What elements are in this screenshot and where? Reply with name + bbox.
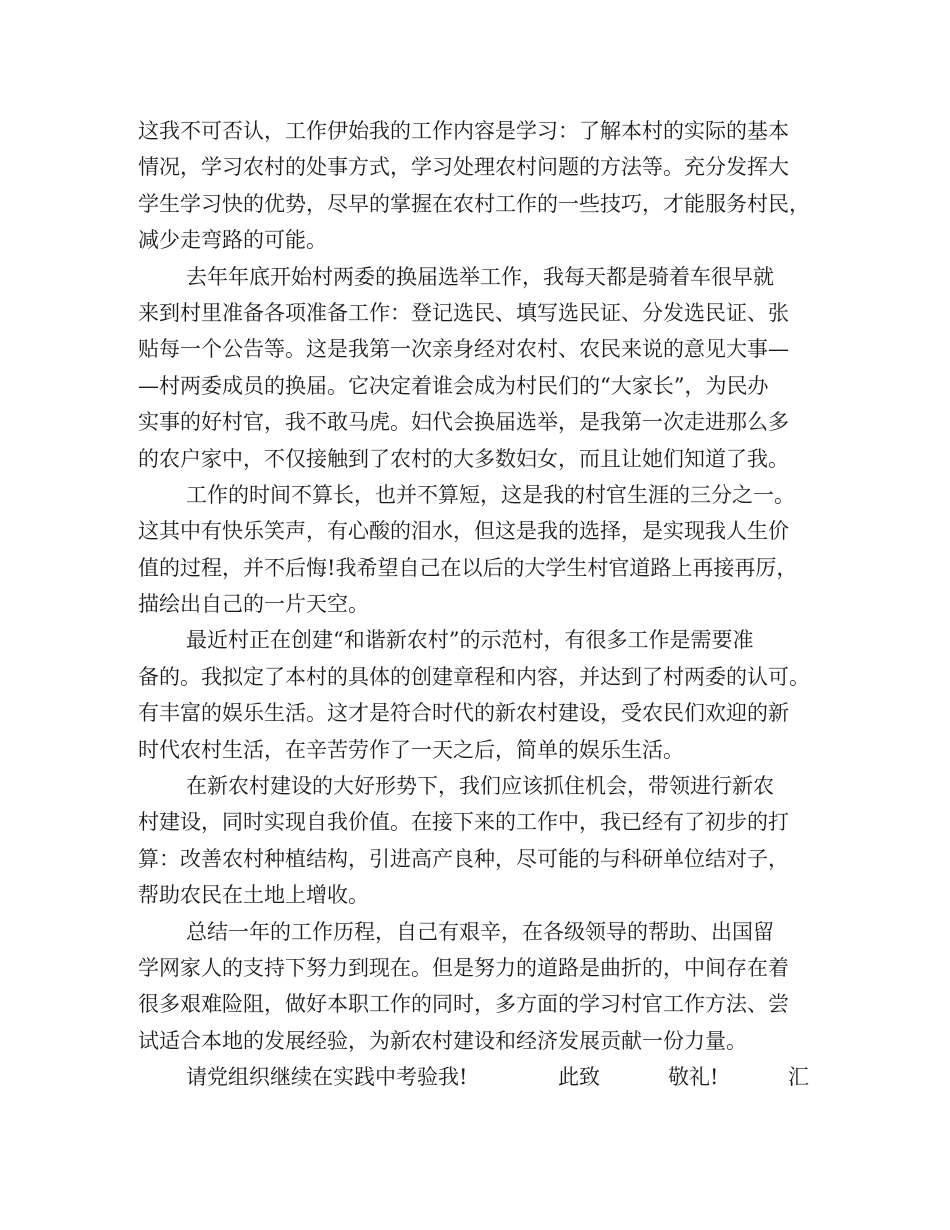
paragraph-3 (138, 477, 828, 623)
text-line: 学网家人的支持下努力到现在。但是努力的道路是曲折的，中间存在着 (138, 955, 789, 980)
text-line: 来到村里准备各项准备工作：登记选民、填写选民证、分发选民证、张 (138, 300, 789, 325)
text-line: 工作的时间不算长，也并不算短，这是我的村官生涯的三分之一。 (186, 482, 795, 507)
paragraph-6 (138, 914, 828, 1060)
document-body (138, 113, 828, 1096)
text-line: 帮助农民在土地上增收。 (138, 883, 369, 908)
closing-request: 请党组织继续在实践中考验我! (186, 1065, 468, 1090)
text-line: 备的。我拟定了本村的具体的创建章程和内容，并达到了村两委的认可。 (138, 664, 810, 689)
text-line: —村两委成员的换届。它决定着谁会成为村民们的“大家长”，为民办 (138, 373, 769, 398)
text-line: 描绘出自己的一片天空。 (138, 592, 369, 617)
text-line: 减少走弯路的可能。 (138, 228, 327, 253)
text-line: 学生学习快的优势，尽早的掌握在农村工作的一些技巧，才能服务村民， (138, 191, 810, 216)
text-line: 试适合本地的发展经验，为新农村建设和经济发展贡献一份力量。 (138, 1028, 747, 1053)
text-line: 最近村正在创建“和谐新农村”的示范村，有很多工作是需要准 (186, 628, 754, 653)
text-line: 贴每一个公告等。这是我第一次亲身经对农村、农民来说的意见大事— (138, 337, 789, 362)
closing-trailing-text: 汇 (788, 1065, 809, 1090)
text-line: 在新农村建设的大好形势下，我们应该抓住机会，带领进行新农 (186, 774, 774, 799)
paragraph-2 (138, 259, 828, 477)
text-line: 值的过程，并不后悔!我希望自己在以后的大学生村官道路上再接再厉， (138, 555, 798, 580)
text-line: 有丰富的娱乐生活。这才是符合时代的新农村建设，受农民们欢迎的新 (138, 701, 789, 726)
text-line: 的农户家中，不仅接触到了农村的大多数妇女，而且让她们知道了我。 (138, 446, 789, 471)
closing-regards: 敬礼! (668, 1065, 719, 1090)
closing-salutation: 此致 (558, 1065, 600, 1090)
text-line: 实事的好村官，我不敢马虎。妇代会换届选举，是我第一次走进那么多 (138, 410, 789, 435)
text-line: 算：改善农村种植结构，引进高产良种，尽可能的与科研单位结对子， (138, 846, 789, 871)
text-line: 这我不可否认，工作伊始我的工作内容是学习：了解本村的实际的基本 (138, 119, 789, 143)
text-line: 村建设，同时实现自我价值。在接下来的工作中，我已经有了初步的打 (138, 810, 789, 835)
text-line: 去年年底开始村两委的换届选举工作，我每天都是骑着车很早就 (186, 264, 774, 289)
text-line: 情况，学习农村的处事方式，学习处理农村问题的方法等。充分发挥大 (138, 155, 789, 180)
text-line: 时代农村生活，在辛苦劳作了一天之后，简单的娱乐生活。 (138, 737, 684, 762)
text-line: 总结一年的工作历程，自己有艰辛，在各级领导的帮助、出国留 (186, 919, 774, 944)
paragraph-5 (138, 768, 828, 914)
text-line: 很多艰难险阻，做好本职工作的同时，多方面的学习村官工作方法、尝 (138, 992, 789, 1017)
paragraph-4 (138, 622, 828, 768)
closing-line (138, 1059, 828, 1095)
paragraph-1 (138, 113, 828, 259)
text-line: 这其中有快乐笑声，有心酸的泪水，但这是我的选择，是实现我人生价 (138, 519, 789, 544)
